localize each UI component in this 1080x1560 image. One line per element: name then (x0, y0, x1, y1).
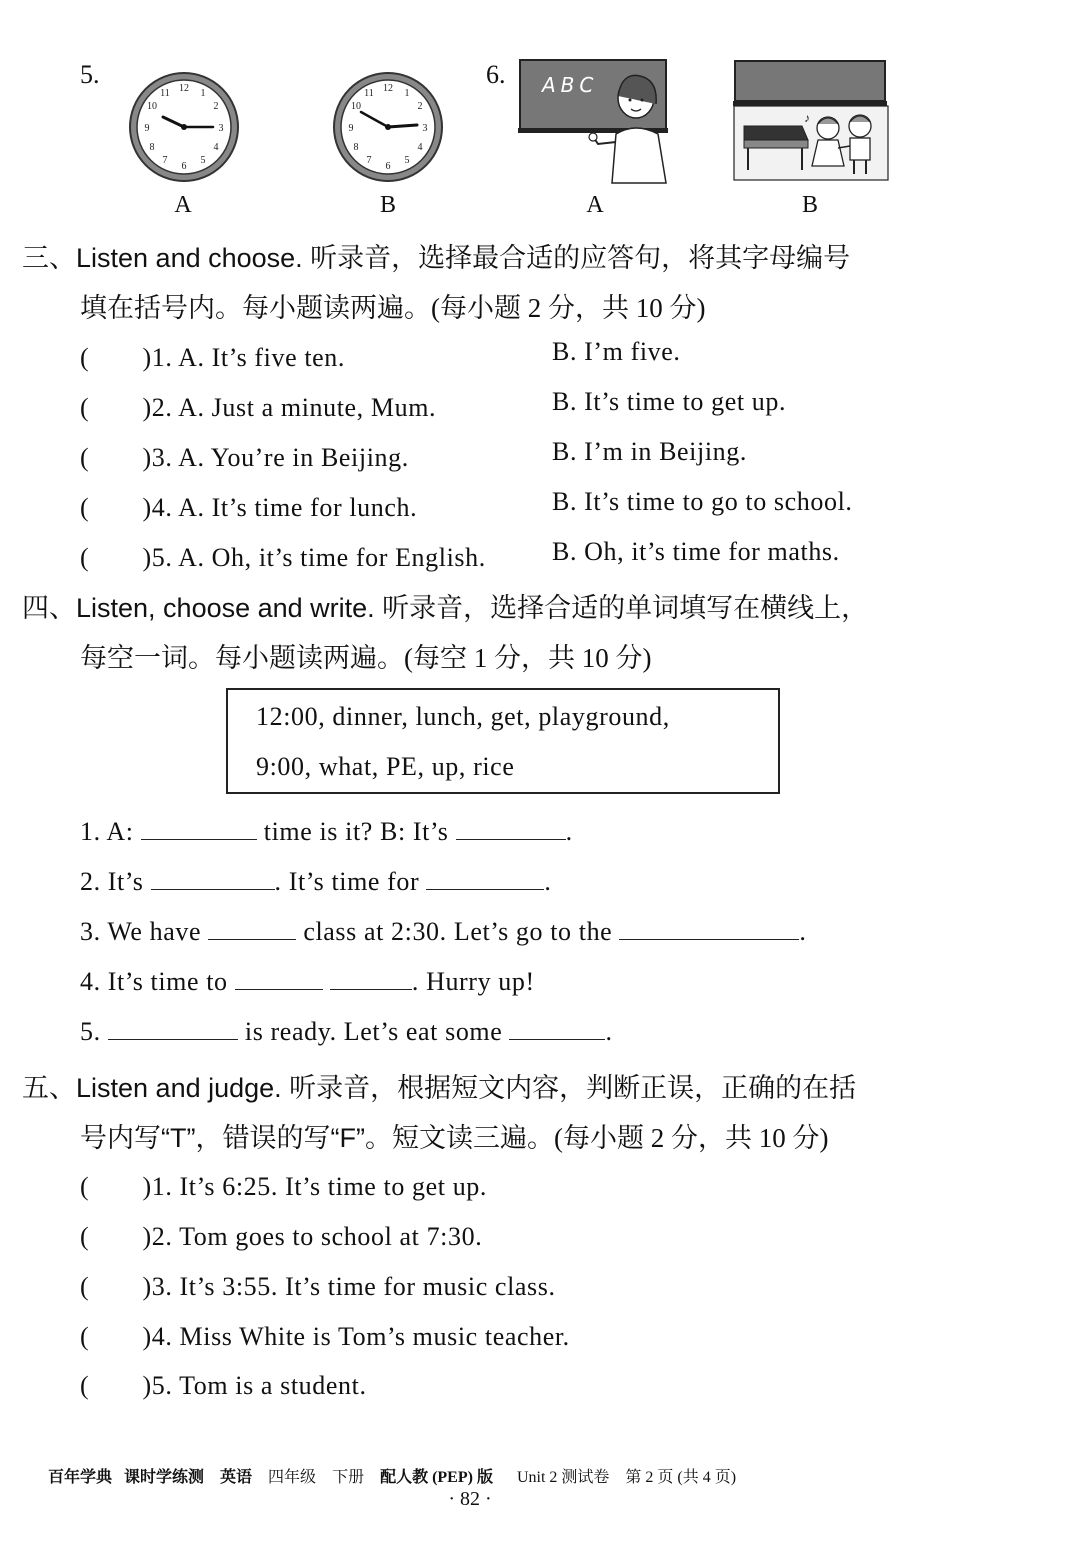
svg-text:1: 1 (404, 88, 410, 99)
option-b: B. It’s time to go to school. (552, 487, 853, 516)
svg-text:10: 10 (351, 101, 361, 112)
svg-text:6: 6 (181, 161, 187, 172)
statement: It’s 3:55. It’s time for music class. (179, 1272, 556, 1301)
section3-item-4 (80, 487, 417, 524)
fill-item-3 (80, 917, 807, 947)
svg-text:8: 8 (353, 142, 359, 153)
section3-title-line2 (80, 286, 705, 325)
section5-title-line2 (80, 1116, 828, 1155)
fill-item-2 (80, 867, 552, 897)
fill-text: 1. A: (80, 817, 141, 846)
svg-text:3: 3 (422, 123, 428, 134)
statement: Tom goes to school at 7:30. (179, 1222, 483, 1251)
footer-bar (48, 1464, 736, 1487)
svg-text:4: 4 (213, 142, 219, 153)
option-a: A. It’s time for lunch. (178, 493, 418, 522)
option-b: B. I’m five. (552, 337, 681, 366)
footer-edition: 配人教 (PEP) 版 (380, 1469, 493, 1486)
svg-text:5: 5 (200, 155, 206, 166)
svg-text:2: 2 (213, 101, 219, 112)
section5-title: 五、Listen and judge. 听录音，根据短文内容，判断正误，正确的在括 (22, 1073, 857, 1103)
svg-text:6: 6 (385, 161, 391, 172)
blank-3b[interactable] (619, 919, 799, 940)
svg-text:12: 12 (179, 83, 189, 94)
section3-item-1 (80, 337, 345, 374)
svg-text:3: 3 (218, 123, 224, 134)
item-number: ( )5. (80, 543, 173, 572)
fill-text: . (799, 917, 807, 946)
fill-text: 4. It’s time to (80, 967, 235, 996)
footer-grade: 四年级 (268, 1469, 317, 1486)
q5-option-a-label: A (174, 192, 192, 218)
fill-text: 3. We have (80, 917, 209, 946)
section3-score: (每小题 2 分，共 10 分) (431, 293, 706, 323)
svg-text:7: 7 (366, 155, 372, 166)
word-bank-line1: 12:00, dinner, lunch, get, playground, (256, 702, 670, 731)
svg-text:5: 5 (404, 155, 410, 166)
teacher-blackboard-image (518, 58, 678, 184)
svg-text:9: 9 (348, 123, 354, 134)
fill-item-4 (80, 967, 535, 997)
option-a: A. Oh, it’s time for English. (178, 543, 486, 572)
item-number: ( )4. (80, 1322, 173, 1351)
fill-text: 5. (80, 1017, 108, 1046)
option-a: A. You’re in Beijing. (178, 443, 409, 472)
fill-text: . (605, 1017, 613, 1046)
item-number: ( )1. (80, 1172, 173, 1201)
blank-1a[interactable] (141, 819, 257, 840)
judge-item-5 (80, 1365, 367, 1402)
svg-text:7: 7 (162, 155, 168, 166)
page-number: · 82 · (448, 1488, 492, 1510)
blank-5a[interactable] (108, 1019, 238, 1040)
item-number: ( )2. (80, 1222, 173, 1251)
fill-item-5 (80, 1017, 613, 1047)
item-number: ( )3. (80, 443, 173, 472)
fill-text: . (565, 817, 573, 846)
section4-title: 四、Listen, choose and write. 听录音，选择合适的单词填写在横线上， (22, 593, 869, 623)
blackboard-text: ABC (542, 73, 599, 97)
blank-2b[interactable] (426, 869, 544, 890)
item-number: ( )2. (80, 393, 173, 422)
judge-item-2 (80, 1216, 482, 1253)
clock-a-image (124, 70, 244, 185)
section3-title: 三、Listen and choose. 听录音，选择最合适的应答句，将其字母编号 (22, 243, 851, 273)
section3-item-2 (80, 387, 436, 424)
statement: Miss White is Tom’s music teacher. (179, 1322, 570, 1351)
item-number: ( )5. (80, 1371, 173, 1400)
svg-text:♪: ♪ (804, 111, 810, 125)
word-bank-line2: 9:00, what, PE, up, rice (256, 752, 515, 781)
svg-text:1: 1 (200, 88, 206, 99)
judge-item-1 (80, 1166, 487, 1203)
q5-option-b-label: B (379, 192, 396, 218)
footer-series: 课时学练测 (124, 1469, 205, 1486)
blank-1b[interactable] (456, 819, 566, 840)
fill-text: . Hurry up! (411, 967, 535, 996)
svg-text:11: 11 (364, 88, 374, 99)
footer-subject: 英语 (220, 1469, 253, 1486)
item-number: ( )1. (80, 343, 173, 372)
fill-text (323, 967, 330, 996)
footer-brand: 百年学典 (48, 1469, 113, 1486)
section4-score: (每空 1 分，共 10 分) (404, 643, 652, 673)
fill-text: . (544, 867, 552, 896)
option-b: B. Oh, it’s time for maths. (552, 537, 840, 566)
blank-4a[interactable] (235, 969, 323, 990)
option-b: B. It’s time to get up. (552, 387, 787, 416)
item-number: ( )4. (80, 493, 173, 522)
svg-text:2: 2 (417, 101, 423, 112)
q6-number: 6. (486, 60, 506, 89)
statement: It’s 6:25. It’s time to get up. (179, 1172, 488, 1201)
svg-text:10: 10 (147, 101, 157, 112)
svg-text:12: 12 (383, 83, 393, 94)
statement: Tom is a student. (179, 1371, 367, 1400)
music-class-image (732, 58, 890, 182)
fill-text: class at 2:30. Let’s go to the (296, 917, 620, 946)
fill-text: . It’s time for (274, 867, 427, 896)
fill-item-1 (80, 817, 573, 847)
section3-item-5 (80, 537, 486, 574)
section3-item-3 (80, 437, 409, 474)
blank-5b[interactable] (509, 1019, 605, 1040)
judge-item-4 (80, 1316, 570, 1353)
fill-text: 2. It’s (80, 867, 151, 896)
option-a: A. It’s five ten. (178, 343, 345, 372)
item-number: ( )3. (80, 1272, 173, 1301)
fill-text: is ready. Let’s eat some (237, 1017, 510, 1046)
option-b: B. I’m in Beijing. (552, 437, 747, 466)
section5-score: (每小题 2 分，共 10 分) (553, 1123, 829, 1153)
q5-number: 5. (80, 60, 100, 89)
blank-3a[interactable] (208, 919, 296, 940)
q6-option-b-label: B (801, 192, 818, 218)
section5-title-cont: 号内写“T”，错误的写“F”。短文读三遍。 (80, 1123, 554, 1153)
section3-title-cont: 填在括号内。每小题读两遍。 (80, 293, 431, 323)
section4-title-cont: 每空一词。每小题读两遍。 (80, 643, 404, 673)
svg-text:11: 11 (160, 88, 170, 99)
footer-page-info: 第 2 页 (共 4 页) (625, 1469, 737, 1486)
option-a: A. Just a minute, Mum. (178, 393, 437, 422)
svg-text:9: 9 (144, 123, 150, 134)
section4-title-line2 (80, 636, 651, 675)
footer-unit: Unit 2 测试卷 (516, 1469, 610, 1486)
svg-text:8: 8 (149, 142, 155, 153)
footer-volume: 下册 (332, 1469, 365, 1486)
blank-2a[interactable] (151, 869, 275, 890)
blank-4b[interactable] (330, 969, 412, 990)
clock-b-image (328, 70, 448, 185)
q6-option-a-label: A (586, 192, 604, 218)
judge-item-3 (80, 1266, 556, 1303)
svg-text:4: 4 (417, 142, 423, 153)
fill-text: time is it? B: It’s (256, 817, 456, 846)
